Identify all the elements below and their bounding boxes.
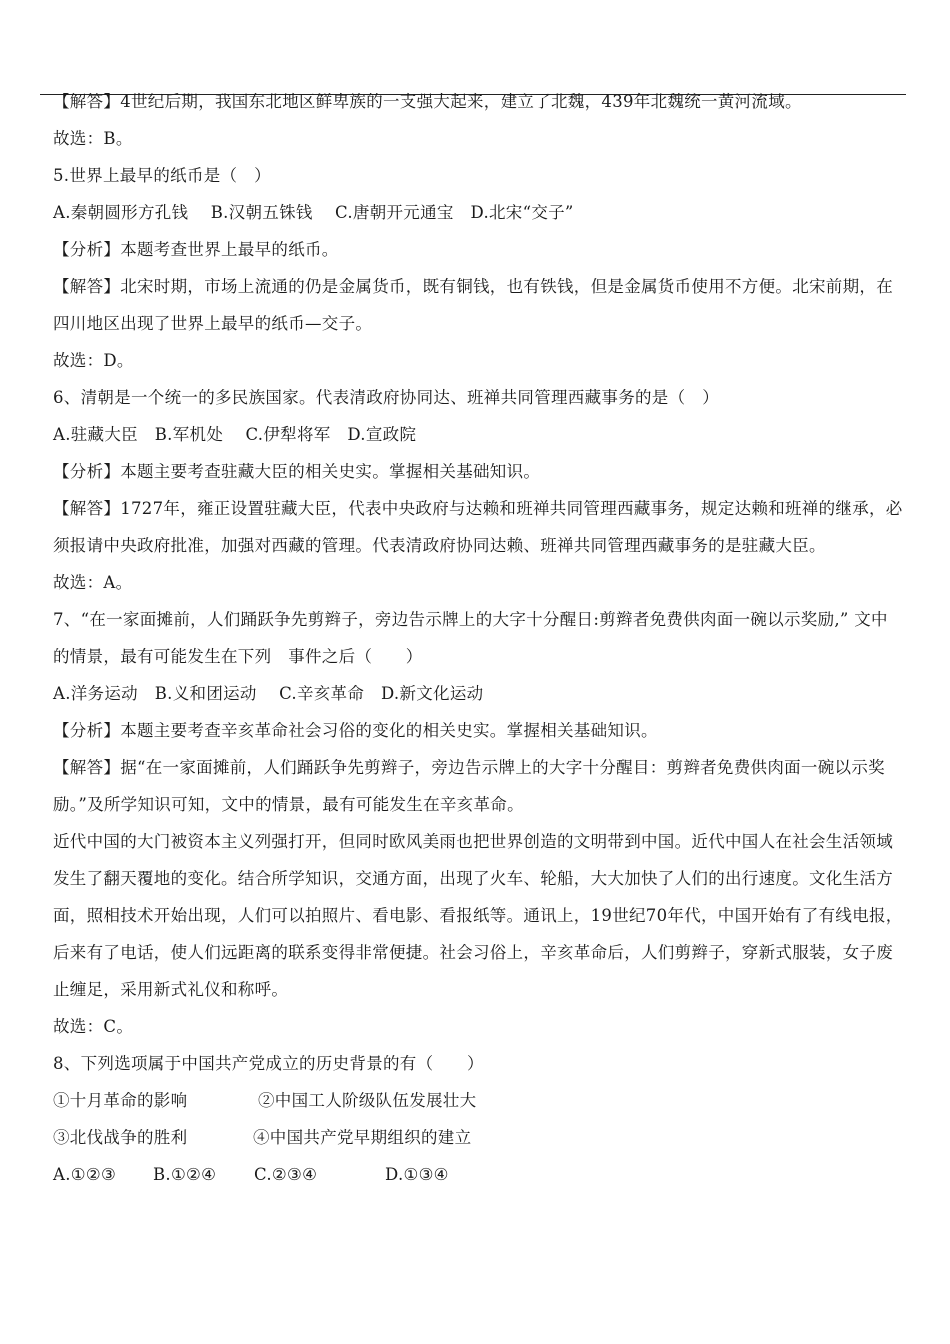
answer-q5-line2: 四川地区出现了世界上最早的纸币—交子。	[53, 314, 373, 333]
question-7-line2: 的情景，最有可能发生在下列 事件之后（ ）	[53, 647, 423, 666]
answer-q6-line1: 【解答】1727年，雍正设置驻藏大臣，代表中央政府与达赖和班禅共同管理西藏事务，规定达赖和班禅的继承，必	[53, 499, 903, 518]
choice-q5: 故选：D。	[53, 351, 134, 370]
q8-statements-row1	[53, 1089, 903, 1126]
q8-option-c: C.②③④	[254, 1165, 318, 1184]
answer-q7-line1: 【解答】据“在一家面摊前，人们踊跃争先剪辫子，旁边告示牌上的大字十分醒目：剪辫者免费供肉面一碗以示奖	[53, 758, 885, 777]
q8-statement-3: ③北伐战争的胜利	[53, 1128, 188, 1147]
explanation-q7-line2: 发生了翻天覆地的变化。结合所学知识，交通方面，出现了火车、轮船，大大加快了人们的出行速度。文化生活方	[53, 869, 893, 888]
question-6: 6、清朝是一个统一的多民族国家。代表清政府协同达、班禅共同管理西藏事务的是（ ）	[53, 388, 719, 407]
q8-statement-2: ②中国工人阶级队伍发展壮大	[258, 1091, 477, 1110]
document-body	[53, 90, 903, 1200]
answer-q7-line2: 励。”及所学知识可知，文中的情景，最有可能发生在辛亥革命。	[53, 795, 524, 814]
answer-q4: 【解答】4世纪后期，我国东北地区鲜卑族的一支强大起来，建立了北魏，439年北魏统一黄河流域。	[53, 92, 802, 111]
options-q5: A.秦朝圆形方孔钱 B.汉朝五铢钱 C.唐朝开元通宝 D.北宋“交子”	[53, 203, 574, 222]
q8-option-d: D.①③④	[385, 1165, 449, 1184]
choice-q7: 故选：C。	[53, 1017, 134, 1036]
q8-statements-row2	[53, 1126, 903, 1163]
question-5: 5.世界上最早的纸币是（ ）	[53, 166, 271, 185]
explanation-q7-line5: 止缠足，采用新式礼仪和称呼。	[53, 980, 289, 999]
question-8: 8、下列选项属于中国共产党成立的历史背景的有（ ）	[53, 1054, 484, 1073]
options-q7: A.洋务运动 B.义和团运动 C.辛亥革命 D.新文化运动	[53, 684, 484, 703]
answer-q6-line2: 须报请中央政府批准，加强对西藏的管理。代表清政府协同达赖、班禅共同管理西藏事务的是驻藏大臣。	[53, 536, 826, 555]
q8-option-a: A.①②③	[53, 1165, 117, 1184]
question-7-line1: 7、“在一家面摊前，人们踊跃争先剪辫子，旁边告示牌上的大字十分醒日:剪辫者免费供肉面一碗以示奖励,” 文中	[53, 610, 888, 629]
options-q6: A.驻藏大臣 B.军机处 C.伊犁将军 D.宣政院	[53, 425, 417, 444]
analysis-q6: 【分析】本题主要考查驻藏大臣的相关史实。掌握相关基础知识。	[53, 462, 541, 481]
choice-q6: 故选：A。	[53, 573, 133, 592]
options-q8	[53, 1163, 903, 1200]
answer-q5-line1: 【解答】北宋时期，市场上流通的仍是金属货币，既有铜钱，也有铁钱，但是金属货币使用不方便。北宋前期，在	[53, 277, 893, 296]
explanation-q7-line1: 近代中国的大门被资本主义列强打开，但同时欧风美雨也把世界创造的文明带到中国。近代中国人在社会生活领域	[53, 832, 893, 851]
q8-statement-1: ①十月革命的影响	[53, 1091, 188, 1110]
q8-option-b: B.①②④	[153, 1165, 217, 1184]
explanation-q7-line4: 后来有了电话，使人们远距离的联系变得非常便捷。社会习俗上，辛亥革命后，人们剪辫子，穿新式服装，女子废	[53, 943, 893, 962]
analysis-q7: 【分析】本题主要考查辛亥革命社会习俗的变化的相关史实。掌握相关基础知识。	[53, 721, 658, 740]
q8-statement-4: ④中国共产党早期组织的建立	[253, 1128, 472, 1147]
choice-q4: 故选：B。	[53, 129, 133, 148]
analysis-q5: 【分析】本题考查世界上最早的纸币。	[53, 240, 339, 259]
explanation-q7-line3: 面，照相技术开始出现，人们可以拍照片、看电影、看报纸等。通讯上，19世纪70年代，中国开始有了有线电报，	[53, 906, 903, 925]
